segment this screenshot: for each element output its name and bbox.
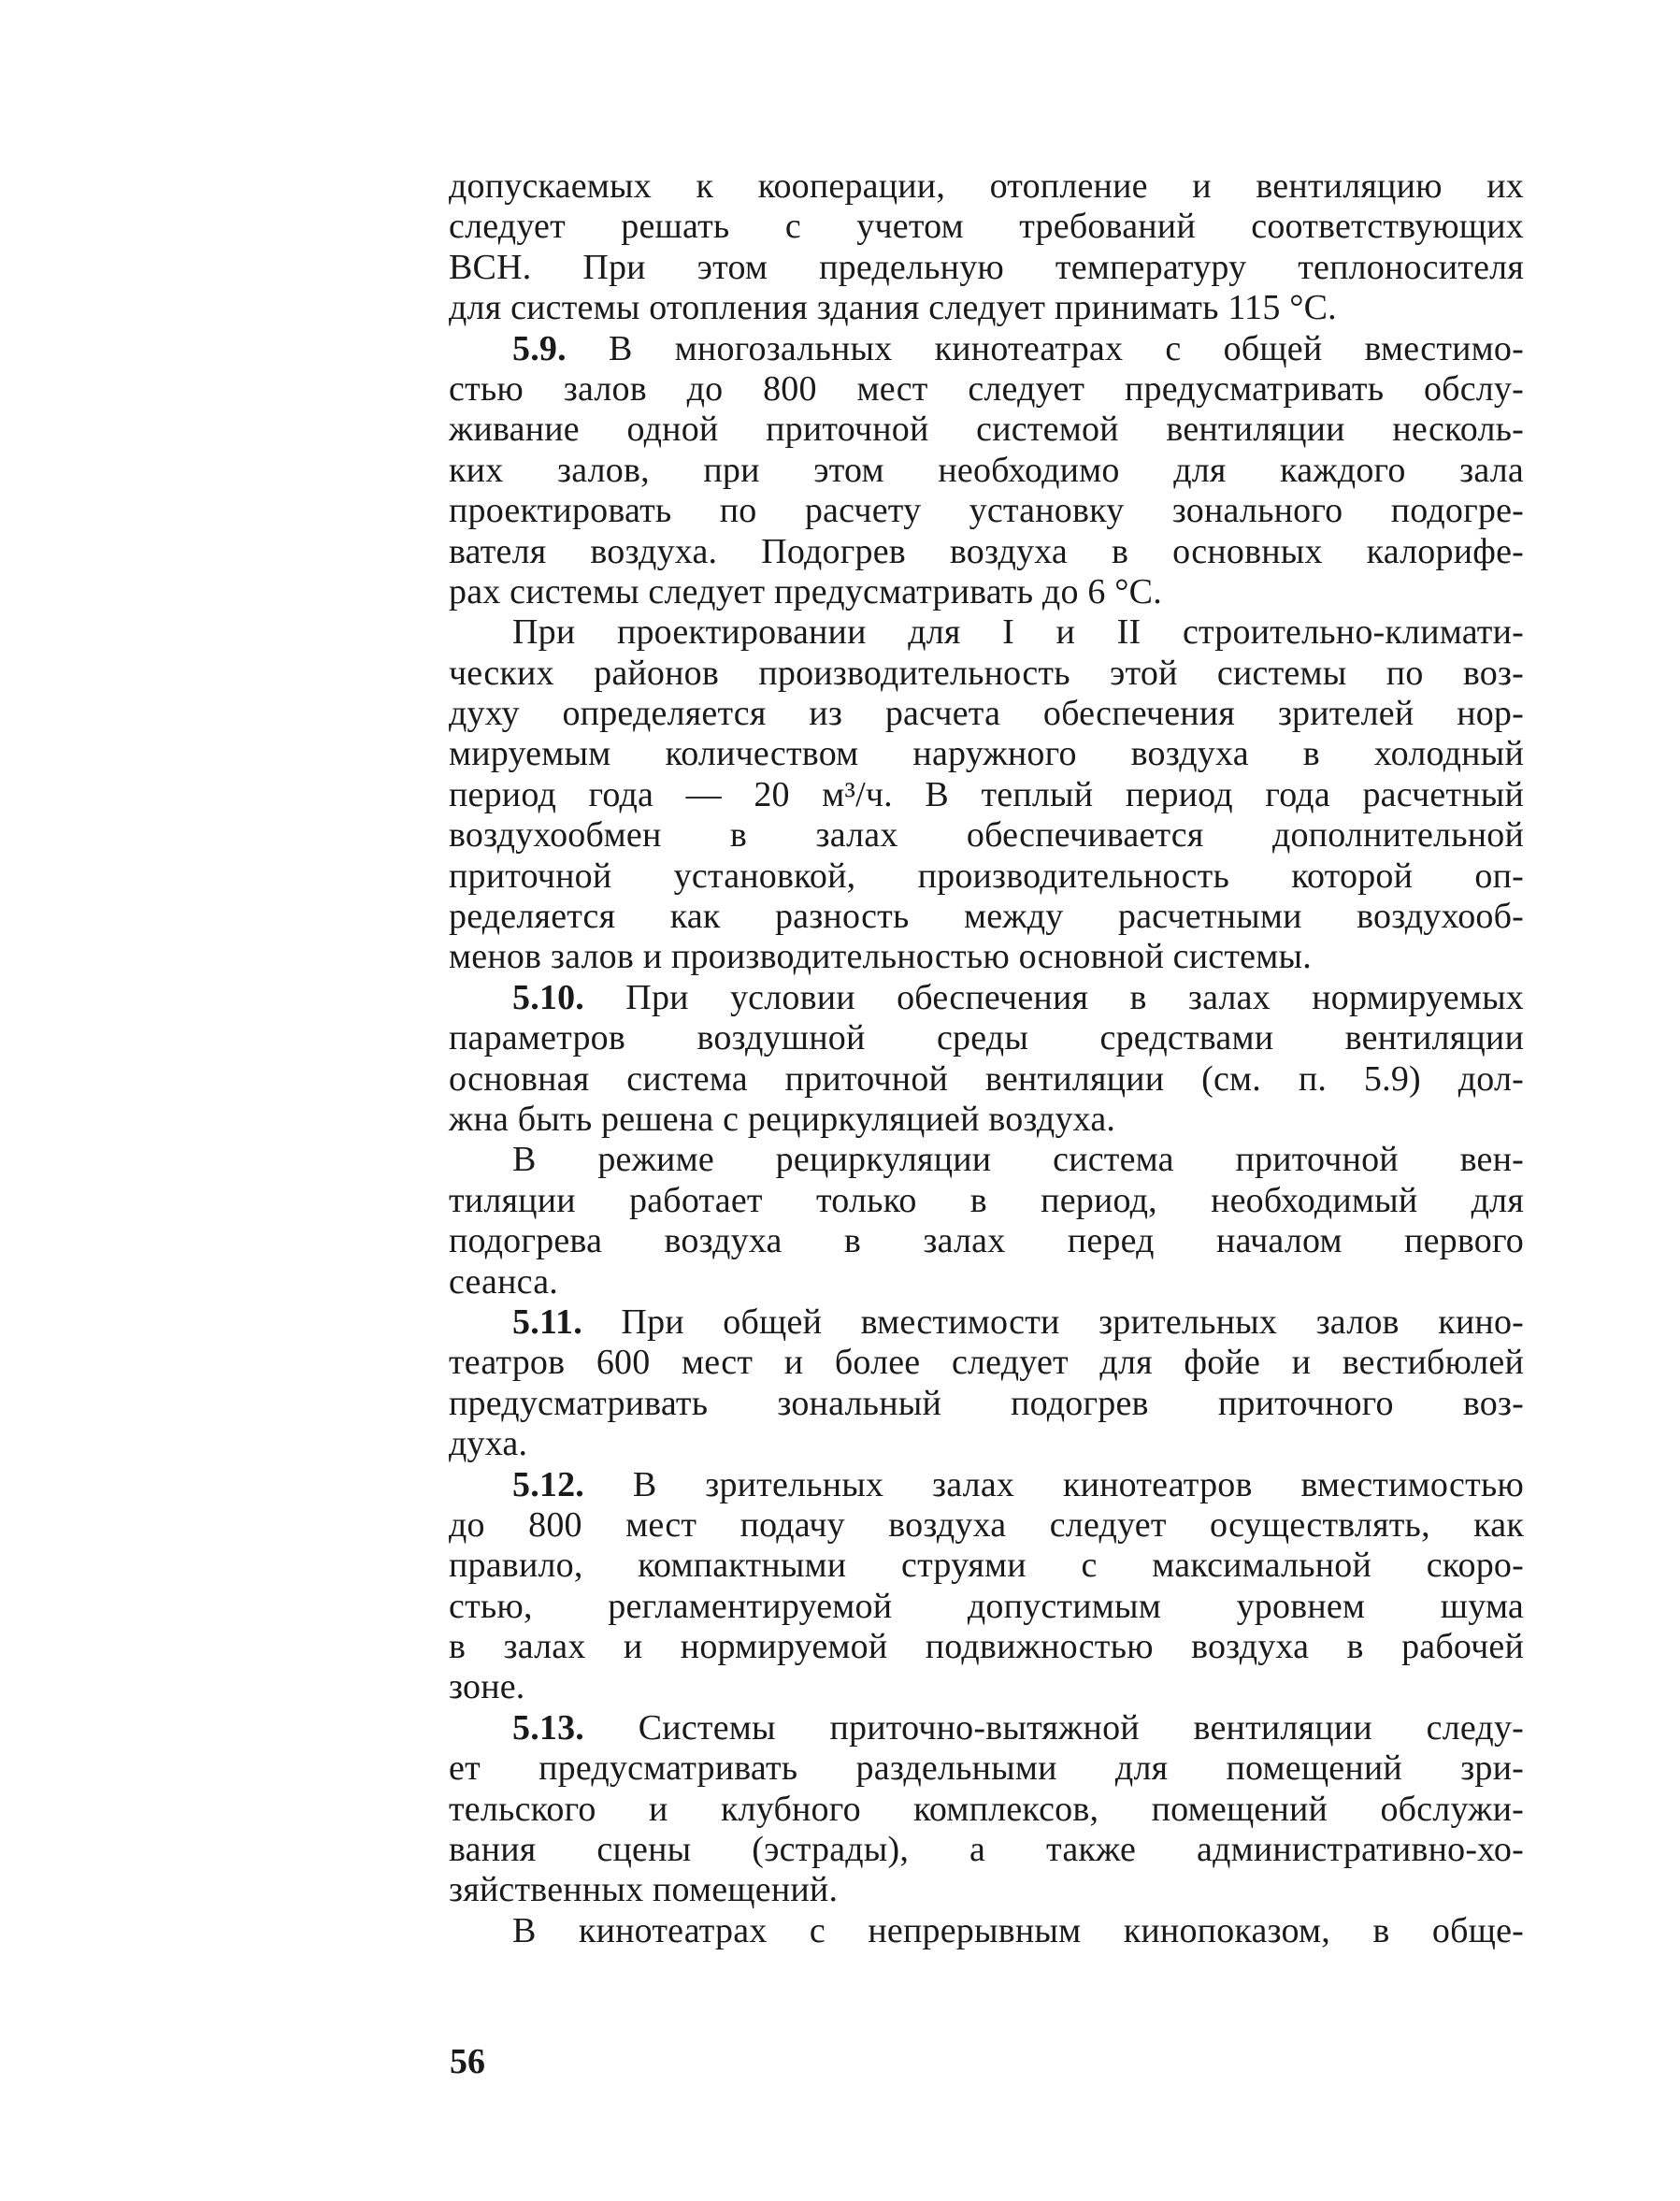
paragraph-number: 5.12.: [512, 1464, 584, 1504]
text-line: период года — 20 м³/ч. В теплый период года расчетный: [449, 774, 1524, 814]
text-line: стью залов до 800 мест следует предусматривать обслу-: [449, 368, 1524, 409]
text-line: вания сцены (эстрады), а также административно-хо-: [449, 1830, 1524, 1870]
text-line: следует решать с учетом требований соответствующих: [449, 207, 1524, 247]
text-line: 5.13. Системы приточно-вытяжной вентиляции следу-: [512, 1707, 1525, 1748]
text-line: для системы отопления здания следует принимать 115 °С.: [449, 288, 1337, 328]
text-line: 5.9. В многозальных кинотеатрах с общей вместимо-: [512, 328, 1524, 368]
text-line: зяйственных помещений.: [449, 1870, 839, 1910]
text-line: правило, компактными струями с максимальной скоро-: [449, 1546, 1524, 1586]
text-line: духа.: [449, 1424, 528, 1464]
text-line: При проектировании для I и II строительно-климати-: [512, 612, 1524, 653]
text-line: проектировать по расчету установку зонального подогре-: [449, 491, 1524, 531]
text-line: ет предусматривать раздельными для помещений зри-: [449, 1748, 1524, 1789]
text-line: театров 600 мест и более следует для фойе и вестибюлей: [449, 1343, 1524, 1383]
text-line: основная система приточной вентиляции (см. п. 5.9) дол-: [449, 1058, 1524, 1099]
text-line: менов залов и производительностью основной системы.: [449, 937, 1312, 977]
text-line: В режиме рециркуляции система приточной вен-: [512, 1140, 1524, 1180]
text-line: тиляции работает только в период, необходимый для: [449, 1180, 1524, 1220]
text-line: воздухообмен в залах обеспечивается дополнительной: [449, 815, 1524, 856]
paragraph-number: 5.9.: [512, 328, 567, 368]
text-line: параметров воздушной среды средствами вентиляции: [449, 1018, 1524, 1058]
text-line: духу определяется из расчета обеспечения зрителей нор-: [449, 694, 1524, 734]
text-line: жна быть решена с рециркуляцией воздуха.: [449, 1099, 1116, 1139]
page-text: [449, 166, 1524, 1951]
text-line: 5.10. При условии обеспечения в залах нормируемых: [512, 977, 1524, 1017]
paragraph-number: 5.10.: [512, 977, 584, 1017]
text-line: сеанса.: [449, 1261, 558, 1302]
text-line: до 800 мест подачу воздуха следует осуществлять, как: [449, 1504, 1524, 1545]
text-line: в залах и нормируемой подвижностью воздуха в рабочей: [449, 1627, 1524, 1667]
text-line: В кинотеатрах с непрерывным кинопоказом, в обще-: [512, 1910, 1524, 1950]
text-line: 5.12. В зрительных залах кинотеатров вместимостью: [512, 1464, 1524, 1504]
text-line: вателя воздуха. Подогрев воздуха в основных калорифе-: [449, 531, 1524, 571]
text-line: допускаемых к кооперации, отопление и вентиляцию их: [449, 166, 1524, 206]
text-line: 5.11. При общей вместимости зрительных залов кино-: [512, 1302, 1524, 1342]
text-line: ких залов, при этом необходимо для каждого зала: [449, 450, 1524, 490]
text-line: живание одной приточной системой вентиляции несколь-: [449, 410, 1524, 450]
text-line: рах системы следует предусматривать до 6 °С.: [449, 571, 1162, 611]
text-line: предусматривать зональный подогрев приточного воз-: [449, 1383, 1524, 1423]
text-line: подогрева воздуха в залах перед началом первого: [449, 1221, 1524, 1261]
paragraph-number: 5.11.: [512, 1302, 582, 1342]
text-line: ческих районов производительность этой системы по воз-: [449, 653, 1524, 693]
text-line: ределяется как разность между расчетными воздухооб-: [449, 897, 1524, 937]
text-line: стью, регламентируемой допустимым уровнем шума: [449, 1586, 1524, 1626]
text-line: приточной установкой, производительность которой оп-: [449, 856, 1524, 896]
page-number: 56: [450, 2042, 485, 2081]
text-line: ВСН. При этом предельную температуру теплоносителя: [449, 247, 1524, 287]
text-line: тельского и клубного комплексов, помещений обслужи-: [449, 1789, 1524, 1829]
text-line: мируемым количеством наружного воздуха в холодный: [449, 734, 1524, 774]
paragraph-number: 5.13.: [512, 1707, 584, 1748]
text-line: зоне.: [449, 1667, 525, 1707]
